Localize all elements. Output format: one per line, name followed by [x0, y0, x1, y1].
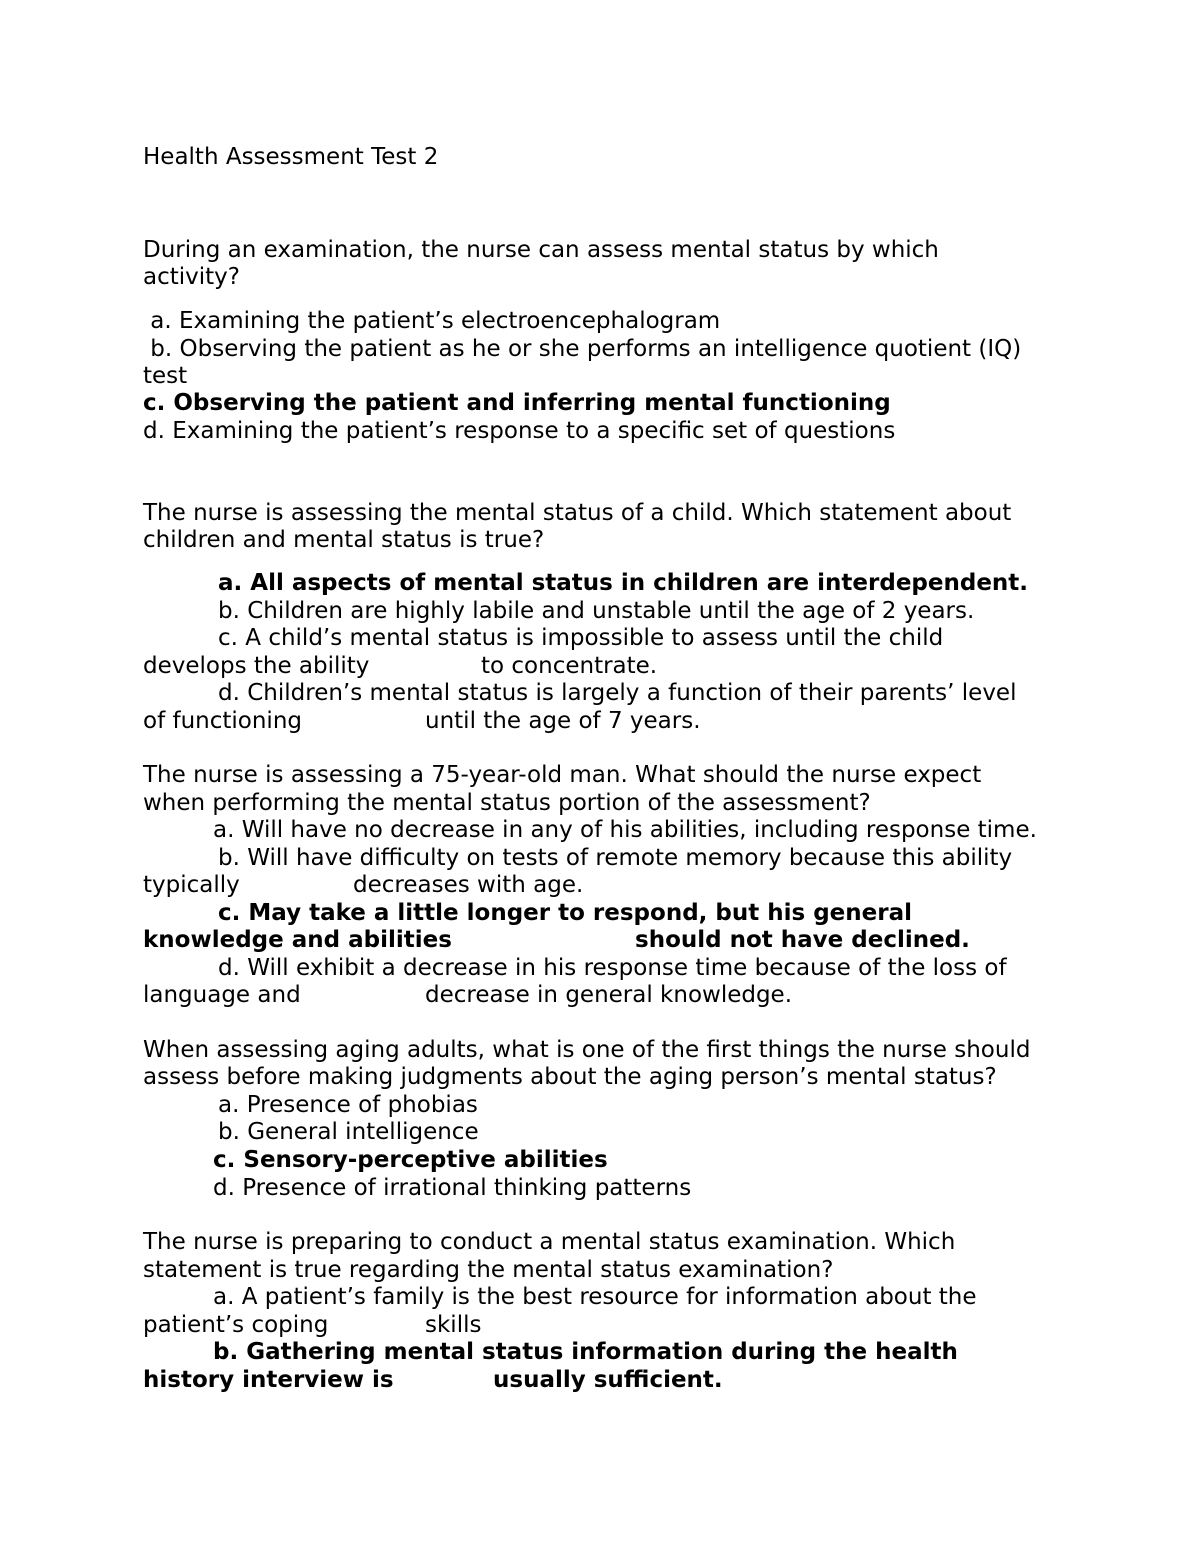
q3-option-b-line1: b. Will have difficulty on tests of remote memory because this ability	[218, 845, 1013, 871]
q5-option-a-line2-right: skills	[425, 1312, 482, 1338]
q4-option-b: b. General intelligence	[218, 1119, 479, 1145]
q5-stem-line2: statement is true regarding the mental status examination?	[143, 1257, 834, 1283]
q5-option-a-line1: a. A patient’s family is the best resource for information about the	[213, 1284, 977, 1310]
q3-option-d-line2-right: decrease in general knowledge.	[425, 982, 793, 1008]
q5-stem-line1: The nurse is preparing to conduct a mental status examination. Which	[143, 1229, 956, 1255]
q2-stem-line1: The nurse is assessing the mental status of a child. Which statement about	[143, 500, 1012, 526]
q3-stem-line1: The nurse is assessing a 75-year-old man. What should the nurse expect	[143, 762, 982, 788]
q5-option-a-line2-left: patient’s coping	[143, 1312, 329, 1338]
q3-option-d-line2-left: language and	[143, 982, 301, 1008]
q1-option-d: d. Examining the patient’s response to a specific set of questions	[143, 418, 896, 444]
q1-option-a: a. Examining the patient’s electroencephalogram	[143, 308, 721, 334]
q3-option-a: a. Will have no decrease in any of his abilities, including response time.	[213, 817, 1037, 843]
q4-option-c-answer: c. Sensory-perceptive abilities	[213, 1147, 608, 1173]
q4-stem-line2: assess before making judgments about the aging person’s mental status?	[143, 1064, 997, 1090]
q2-option-b: b. Children are highly labile and unstable until the age of 2 years.	[218, 598, 975, 624]
q1-stem-line1: During an examination, the nurse can assess mental status by which	[143, 237, 939, 263]
q3-option-b-line2-right: decreases with age.	[353, 872, 584, 898]
q2-option-c-line1: c. A child’s mental status is impossible to assess until the child	[218, 625, 944, 651]
q2-option-d-line1: d. Children’s mental status is largely a function of their parents’ level	[218, 680, 1017, 706]
q1-stem-line2: activity?	[143, 264, 240, 290]
q3-stem-line2: when performing the mental status portion of the assessment?	[143, 790, 871, 816]
q1-option-b-line1: b. Observing the patient as he or she performs an intelligence quotient (IQ)	[143, 336, 1022, 362]
q2-stem-line2: children and mental status is true?	[143, 527, 545, 553]
q2-option-a-answer: a. All aspects of mental status in children are interdependent.	[218, 570, 1029, 596]
q5-option-b-answer-line1: b. Gathering mental status information during the health	[213, 1339, 958, 1365]
document-title: Health Assessment Test 2	[143, 144, 439, 170]
q3-option-c-answer-line2-left: knowledge and abilities	[143, 927, 452, 953]
q1-option-b-line2: test	[143, 363, 188, 389]
q4-option-d: d. Presence of irrational thinking patterns	[213, 1175, 692, 1201]
q5-option-b-answer-line2-left: history interview is	[143, 1367, 394, 1393]
q3-option-b-line2-left: typically	[143, 872, 240, 898]
q2-option-d-line2-left: of functioning	[143, 708, 303, 734]
q2-option-c-line2-left: develops the ability	[143, 653, 370, 679]
q5-option-b-answer-line2-right: usually sufficient.	[493, 1367, 723, 1393]
q2-option-c-line2-right: to concentrate.	[481, 653, 658, 679]
q1-option-c-answer: c. Observing the patient and inferring mental functioning	[143, 390, 891, 416]
q4-stem-line1: When assessing aging adults, what is one of the first things the nurse should	[143, 1037, 1031, 1063]
q3-option-d-line1: d. Will exhibit a decrease in his response time because of the loss of	[218, 955, 1007, 981]
q3-option-c-answer-line1: c. May take a little longer to respond, but his general	[218, 900, 912, 926]
q2-option-d-line2-right: until the age of 7 years.	[425, 708, 701, 734]
q3-option-c-answer-line2-right: should not have declined.	[635, 927, 970, 953]
q4-option-a: a. Presence of phobias	[218, 1092, 478, 1118]
